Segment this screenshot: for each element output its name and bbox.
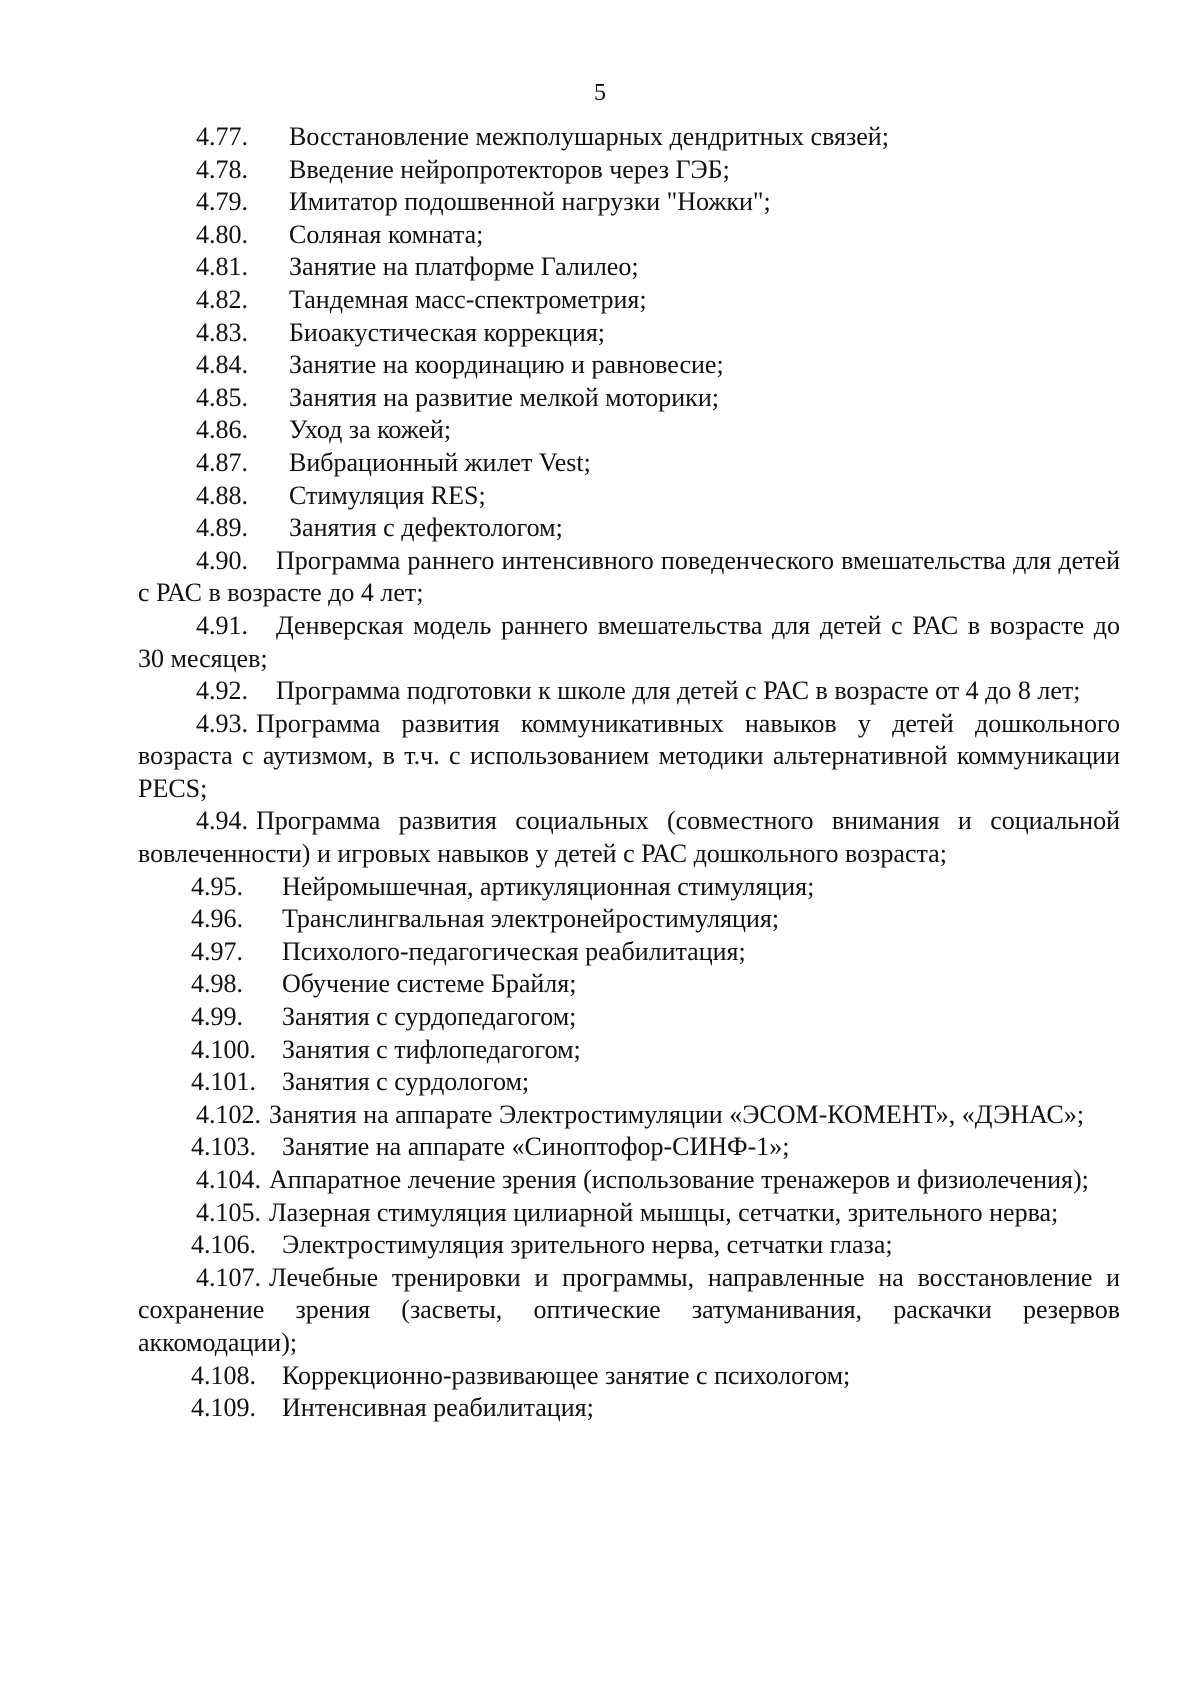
list-item-text: Занятия с тифлопедагогом;: [282, 1034, 581, 1064]
list-item-number: 4.87.: [196, 447, 248, 477]
list-item-text: Занятие на аппарате «Синоптофор-СИНФ-1»;: [282, 1132, 790, 1162]
list-item: [138, 447, 1120, 480]
list-item: [138, 675, 1120, 708]
list-item-text: Занятия с дефектологом;: [289, 513, 563, 543]
list-item-number: 4.108.: [191, 1360, 256, 1390]
list-item-text: Аппаратное лечение зрения (использование тренажеров и физиолечения);: [269, 1165, 1089, 1194]
list-item-text: Лазерная стимуляция цилиарной мышцы, сетчатки, зрительного нерва;: [269, 1197, 1059, 1227]
list-item: [138, 480, 1120, 513]
list-item: [138, 414, 1120, 447]
list-item: [138, 1034, 1120, 1067]
list-item: [138, 903, 1120, 936]
list-item-text: Уход за кожей;: [289, 415, 452, 445]
list-item-text: Занятия с сурдологом;: [282, 1067, 530, 1097]
list-item-number: 4.82.: [196, 284, 248, 314]
list-item-text: Нейромышечная, артикуляционная стимуляция;: [282, 871, 815, 901]
list-item: [138, 545, 1120, 610]
list-item: [138, 317, 1120, 350]
list-item-number: 4.79.: [196, 187, 248, 217]
list-item-text: Вибрационный жилет Vest;: [289, 447, 591, 477]
list-item-number: 4.104.: [196, 1165, 261, 1194]
list-item: [138, 1131, 1120, 1164]
list-item: [138, 251, 1120, 284]
list-item-number: 4.99.: [191, 1002, 243, 1032]
list-item-text: Стимуляция RES;: [289, 480, 486, 510]
list-item-number: 4.106.: [191, 1230, 256, 1260]
list-item: [138, 610, 1120, 675]
list-item-number: 4.86.: [196, 415, 248, 445]
list-item-text: Биоакустическая коррекция;: [289, 317, 605, 347]
list-item-number: 4.101.: [191, 1067, 256, 1097]
list-item-number: 4.90.: [196, 545, 248, 575]
list-item-text: Введение нейропротекторов через ГЭБ;: [289, 154, 730, 184]
list-item: [138, 871, 1120, 904]
list-item-number: 4.92.: [196, 676, 248, 706]
list-item: [138, 512, 1120, 545]
list-item: [138, 1099, 1120, 1132]
list-item-number: 4.94.: [196, 806, 248, 836]
list-item-number: 4.81.: [196, 252, 248, 282]
list-item-text: Обучение системе Брайля;: [282, 969, 577, 999]
list-item-text: Программа развития социальных (совместного внимания и социальной вовлеченности) и игровых навыков у детей с РАС дошкольного возраста;: [138, 806, 1120, 869]
list-item: [138, 936, 1120, 969]
list-item-number: 4.77.: [196, 122, 248, 151]
list-item-number: 4.85.: [196, 382, 248, 412]
list-item-number: 4.96.: [191, 904, 243, 934]
list-item: [138, 1392, 1120, 1425]
list-item: [138, 1262, 1120, 1360]
list-item-text: Программа подготовки к школе для детей с РАС в возрасте от 4 до 8 лет;: [276, 676, 1081, 706]
list-item-number: 4.107.: [196, 1262, 261, 1292]
list-item-text: Лечебные тренировки и программы, направленные на восстановление и сохранение зрения (засветы, оптические затуманивания, раскачки резервов аккомодации);: [138, 1262, 1120, 1357]
list-item-number: 4.97.: [191, 936, 243, 966]
list-item-text: Занятие на координацию и равновесие;: [289, 350, 724, 380]
list-item-number: 4.80.: [196, 219, 248, 249]
list-item: [138, 968, 1120, 1001]
list-item-text: Денверская модель раннего вмешательства для детей с РАС в возрасте до 30 месяцев;: [138, 610, 1120, 673]
list-item-text: Соляная комната;: [289, 219, 484, 249]
list-item-text: Коррекционно-развивающее занятие с психологом;: [282, 1360, 851, 1390]
list-item-number: 4.109.: [191, 1393, 256, 1423]
list-item: [138, 1164, 1120, 1197]
list-item-text: Транслингвальная электронейростимуляция;: [282, 904, 780, 934]
list-item-text: Имитатор подошвенной нагрузки "Ножки";: [289, 187, 771, 217]
list-item-text: Занятия на развитие мелкой моторики;: [289, 382, 719, 412]
page-number: 5: [594, 80, 606, 106]
list-item-number: 4.83.: [196, 317, 248, 347]
list-item: [138, 1001, 1120, 1034]
list-item-number: 4.78.: [196, 154, 248, 184]
list-item-text: Занятия на аппарате Электростимуляции «ЭСОМ-КОМЕНТ», «ДЭНАС»;: [269, 1099, 1085, 1129]
list-item-text: Занятия с сурдопедагогом;: [282, 1002, 577, 1032]
list-item-number: 4.102.: [196, 1099, 261, 1129]
list-item-text: Психолого-педагогическая реабилитация;: [282, 936, 746, 966]
list-item: [138, 708, 1120, 806]
list-item: [138, 284, 1120, 317]
list-item-text: Программа развития коммуникативных навыков у детей дошкольного возраста с аутизмом, в т.ч. с использованием методики альтернативной коммуникации PECS;: [138, 708, 1120, 803]
list-item-number: 4.91.: [196, 610, 248, 640]
list-item: [138, 349, 1120, 382]
list-item: [138, 1066, 1120, 1099]
list-item-number: 4.105.: [196, 1197, 261, 1227]
list-item: [138, 219, 1120, 252]
list-item-text: Электростимуляция зрительного нерва, сетчатки глаза;: [282, 1230, 893, 1260]
list-item-number: 4.103.: [191, 1132, 256, 1162]
list-item-text: Интенсивная реабилитация;: [282, 1393, 594, 1423]
list-item-number: 4.98.: [191, 969, 243, 999]
list-item: [138, 382, 1120, 415]
list-item-number: 4.93.: [196, 708, 248, 738]
list-item-number: 4.88.: [196, 480, 248, 510]
list-item: [138, 1197, 1120, 1230]
list-item: [138, 1360, 1120, 1393]
list-item-number: 4.84.: [196, 350, 248, 380]
list-item: [138, 1229, 1120, 1262]
numbered-list: [138, 121, 1120, 1425]
list-item-text: Восстановление межполушарных дендритных связей;: [289, 122, 889, 151]
list-item: [138, 805, 1120, 870]
list-item-number: 4.89.: [196, 513, 248, 543]
list-item-number: 4.95.: [191, 871, 243, 901]
list-item: [138, 121, 1120, 154]
list-item-text: Тандемная масс-спектрометрия;: [289, 284, 647, 314]
list-item-text: Занятие на платформе Галилео;: [289, 252, 639, 282]
list-item-text: Программа раннего интенсивного поведенческого вмешательства для детей с РАС в возрасте до 4 лет;: [138, 545, 1120, 608]
list-item: [138, 186, 1120, 219]
list-item-number: 4.100.: [191, 1034, 256, 1064]
list-item: [138, 154, 1120, 187]
